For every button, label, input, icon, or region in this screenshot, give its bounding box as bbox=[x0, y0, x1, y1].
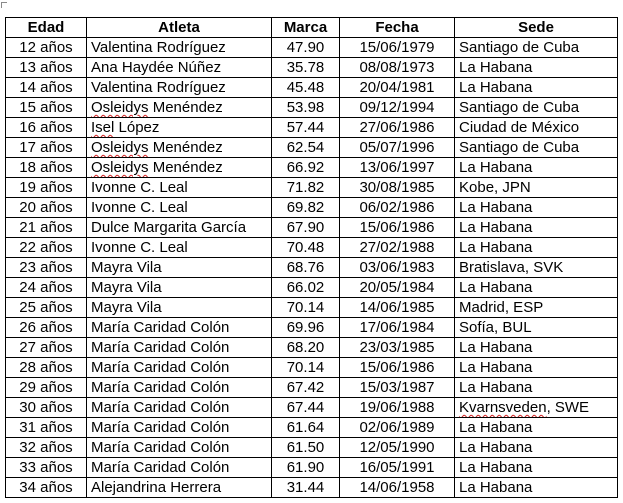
header-fecha[interactable]: Fecha bbox=[340, 18, 455, 38]
cell-marca[interactable]: 67.44 bbox=[272, 398, 340, 418]
cell-atleta[interactable]: Ana Haydée Núñez bbox=[87, 58, 272, 78]
table-row bbox=[6, 418, 618, 438]
cell-marca[interactable]: 69.82 bbox=[272, 198, 340, 218]
records-table bbox=[5, 17, 618, 498]
cell-marca[interactable]: 61.90 bbox=[272, 458, 340, 478]
cell-sede[interactable]: Santiago de Cuba bbox=[455, 98, 618, 118]
cell-atleta[interactable]: María Caridad Colón bbox=[87, 358, 272, 378]
table-row bbox=[6, 338, 618, 358]
table-row bbox=[6, 178, 618, 198]
table-row bbox=[6, 358, 618, 378]
cell-fecha[interactable]: 14/06/1985 bbox=[340, 298, 455, 318]
table-row bbox=[6, 218, 618, 238]
table-row bbox=[6, 318, 618, 338]
header-row bbox=[6, 18, 618, 38]
cell-fecha[interactable]: 13/06/1997 bbox=[340, 158, 455, 178]
cell-atleta[interactable]: Isel López bbox=[87, 118, 272, 138]
cell-fecha[interactable]: 02/06/1989 bbox=[340, 418, 455, 438]
cell-fecha[interactable]: 27/02/1988 bbox=[340, 238, 455, 258]
cell-sede[interactable]: La Habana bbox=[455, 58, 618, 78]
cell-edad[interactable]: 17 años bbox=[6, 138, 87, 158]
cell-sede[interactable]: La Habana bbox=[455, 438, 618, 458]
cell-marca[interactable]: 35.78 bbox=[272, 58, 340, 78]
table-row bbox=[6, 78, 618, 98]
cell-marca[interactable]: 68.20 bbox=[272, 338, 340, 358]
cell-marca[interactable]: 70.14 bbox=[272, 358, 340, 378]
cell-fecha[interactable]: 16/05/1991 bbox=[340, 458, 455, 478]
cell-fecha[interactable]: 15/03/1987 bbox=[340, 378, 455, 398]
cell-edad[interactable]: 18 años bbox=[6, 158, 87, 178]
cell-edad[interactable]: 20 años bbox=[6, 198, 87, 218]
cell-sede[interactable]: La Habana bbox=[455, 478, 618, 498]
cell-fecha[interactable]: 14/06/1958 bbox=[340, 478, 455, 498]
cell-atleta[interactable]: Mayra Vila bbox=[87, 258, 272, 278]
cell-atleta[interactable]: María Caridad Colón bbox=[87, 398, 272, 418]
cell-marca[interactable]: 68.76 bbox=[272, 258, 340, 278]
table-row bbox=[6, 398, 618, 418]
cell-fecha[interactable]: 08/08/1973 bbox=[340, 58, 455, 78]
header-atleta[interactable]: Atleta bbox=[87, 18, 272, 38]
table-row bbox=[6, 258, 618, 278]
table-row bbox=[6, 118, 618, 138]
table-row bbox=[6, 278, 618, 298]
cell-atleta[interactable]: Mayra Vila bbox=[87, 278, 272, 298]
cell-edad[interactable]: 16 años bbox=[6, 118, 87, 138]
cell-sede[interactable]: Kobe, JPN bbox=[455, 178, 618, 198]
cell-edad[interactable]: 32 años bbox=[6, 438, 87, 458]
cell-sede[interactable]: La Habana bbox=[455, 158, 618, 178]
table-row bbox=[6, 238, 618, 258]
table-row bbox=[6, 478, 618, 498]
cell-edad[interactable]: 27 años bbox=[6, 338, 87, 358]
cell-atleta[interactable]: Alejandrina Herrera bbox=[87, 478, 272, 498]
cell-sede[interactable]: La Habana bbox=[455, 278, 618, 298]
spellcheck-underline: Osleidys bbox=[91, 99, 149, 116]
cell-edad[interactable]: 19 años bbox=[6, 178, 87, 198]
cell-fecha[interactable]: 23/03/1985 bbox=[340, 338, 455, 358]
cell-marca[interactable]: 70.14 bbox=[272, 298, 340, 318]
table-row bbox=[6, 298, 618, 318]
table-row bbox=[6, 378, 618, 398]
cell-edad[interactable]: 14 años bbox=[6, 78, 87, 98]
cell-sede[interactable]: La Habana bbox=[455, 78, 618, 98]
cell-edad[interactable]: 22 años bbox=[6, 238, 87, 258]
cell-edad[interactable]: 30 años bbox=[6, 398, 87, 418]
cell-fecha[interactable]: 19/06/1988 bbox=[340, 398, 455, 418]
cell-fecha[interactable]: 30/08/1985 bbox=[340, 178, 455, 198]
cell-sede[interactable]: La Habana bbox=[455, 358, 618, 378]
header-edad[interactable]: Edad bbox=[6, 18, 87, 38]
cell-atleta[interactable]: Ivonne C. Leal bbox=[87, 238, 272, 258]
cell-marca[interactable]: 31.44 bbox=[272, 478, 340, 498]
table-row bbox=[6, 98, 618, 118]
cell-edad[interactable]: 25 años bbox=[6, 298, 87, 318]
table-row bbox=[6, 458, 618, 478]
cell-fecha[interactable]: 05/07/1996 bbox=[340, 138, 455, 158]
header-sede[interactable]: Sede bbox=[455, 18, 618, 38]
cell-edad[interactable]: 31 años bbox=[6, 418, 87, 438]
cell-fecha[interactable]: 06/02/1986 bbox=[340, 198, 455, 218]
table-row bbox=[6, 138, 618, 158]
cell-sede[interactable]: La Habana bbox=[455, 218, 618, 238]
cell-edad[interactable]: 26 años bbox=[6, 318, 87, 338]
cell-sede[interactable]: Bratislava, SVK bbox=[455, 258, 618, 278]
cell-sede[interactable]: Kvarnsveden, SWE bbox=[455, 398, 618, 418]
cell-fecha[interactable]: 09/12/1994 bbox=[340, 98, 455, 118]
cell-marca[interactable]: 67.90 bbox=[272, 218, 340, 238]
header-marca[interactable]: Marca bbox=[272, 18, 340, 38]
cell-edad[interactable]: 29 años bbox=[6, 378, 87, 398]
cell-sede[interactable]: La Habana bbox=[455, 378, 618, 398]
cell-marca[interactable]: 66.92 bbox=[272, 158, 340, 178]
cell-marca[interactable]: 53.98 bbox=[272, 98, 340, 118]
cell-fecha[interactable]: 15/06/1979 bbox=[340, 38, 455, 58]
cell-marca[interactable]: 57.44 bbox=[272, 118, 340, 138]
cell-marca[interactable]: 61.64 bbox=[272, 418, 340, 438]
cell-atleta[interactable]: Mayra Vila bbox=[87, 298, 272, 318]
cell-atleta[interactable]: Valentina Rodríguez bbox=[87, 78, 272, 98]
cell-atleta[interactable]: María Caridad Colón bbox=[87, 458, 272, 478]
cell-atleta[interactable]: Ivonne C. Leal bbox=[87, 198, 272, 218]
cell-marca[interactable]: 67.42 bbox=[272, 378, 340, 398]
cell-edad[interactable]: 23 años bbox=[6, 258, 87, 278]
cell-fecha[interactable]: 12/05/1990 bbox=[340, 438, 455, 458]
cell-fecha[interactable]: 15/06/1986 bbox=[340, 358, 455, 378]
spellcheck-underline: Osleidys bbox=[91, 139, 149, 156]
spellcheck-underline: Kvarnsveden bbox=[459, 399, 547, 416]
cell-sede[interactable]: Sofía, BUL bbox=[455, 318, 618, 338]
table-row bbox=[6, 158, 618, 178]
cell-atleta[interactable]: Dulce Margarita García bbox=[87, 218, 272, 238]
cell-atleta[interactable]: María Caridad Colón bbox=[87, 378, 272, 398]
cell-sede[interactable]: La Habana bbox=[455, 458, 618, 478]
cell-atleta[interactable]: Valentina Rodríguez bbox=[87, 38, 272, 58]
cell-edad[interactable]: 24 años bbox=[6, 278, 87, 298]
cell-sede[interactable]: La Habana bbox=[455, 238, 618, 258]
table-row bbox=[6, 198, 618, 218]
table-row bbox=[6, 58, 618, 78]
table-row bbox=[6, 438, 618, 458]
cell-sede[interactable]: Ciudad de México bbox=[455, 118, 618, 138]
table-row bbox=[6, 38, 618, 58]
cell-sede[interactable]: La Habana bbox=[455, 338, 618, 358]
cell-sede[interactable]: Santiago de Cuba bbox=[455, 38, 618, 58]
cell-fecha[interactable]: 15/06/1986 bbox=[340, 218, 455, 238]
cell-sede[interactable]: La Habana bbox=[455, 418, 618, 438]
cell-edad[interactable]: 33 años bbox=[6, 458, 87, 478]
cell-fecha[interactable]: 27/06/1986 bbox=[340, 118, 455, 138]
cell-fecha[interactable]: 20/04/1981 bbox=[340, 78, 455, 98]
cell-edad[interactable]: 28 años bbox=[6, 358, 87, 378]
cell-atleta[interactable]: Osleidys Menéndez bbox=[87, 138, 272, 158]
cell-sede[interactable]: La Habana bbox=[455, 198, 618, 218]
cell-edad[interactable]: 12 años bbox=[6, 38, 87, 58]
cell-sede[interactable]: Santiago de Cuba bbox=[455, 138, 618, 158]
cell-edad[interactable]: 21 años bbox=[6, 218, 87, 238]
cell-marca[interactable]: 69.96 bbox=[272, 318, 340, 338]
cell-atleta[interactable]: María Caridad Colón bbox=[87, 438, 272, 458]
cell-atleta[interactable]: Osleidys Menéndez bbox=[87, 158, 272, 178]
cell-edad[interactable]: 15 años bbox=[6, 98, 87, 118]
cell-marca[interactable]: 61.50 bbox=[272, 438, 340, 458]
cell-marca[interactable]: 45.48 bbox=[272, 78, 340, 98]
spellcheck-underline: Osleidys bbox=[91, 159, 149, 176]
cell-marca[interactable]: 62.54 bbox=[272, 138, 340, 158]
cell-sede[interactable]: Madrid, ESP bbox=[455, 298, 618, 318]
cell-edad[interactable]: 13 años bbox=[6, 58, 87, 78]
cell-marca[interactable]: 70.48 bbox=[272, 238, 340, 258]
cell-atleta[interactable]: María Caridad Colón bbox=[87, 318, 272, 338]
spellcheck-underline: Isel bbox=[91, 119, 115, 136]
cell-marca[interactable]: 71.82 bbox=[272, 178, 340, 198]
cell-atleta[interactable]: Ivonne C. Leal bbox=[87, 178, 272, 198]
cell-edad[interactable]: 34 años bbox=[6, 478, 87, 498]
cell-marca[interactable]: 47.90 bbox=[272, 38, 340, 58]
cell-fecha[interactable]: 20/05/1984 bbox=[340, 278, 455, 298]
cell-atleta[interactable]: María Caridad Colón bbox=[87, 338, 272, 358]
cell-atleta[interactable]: Osleidys Menéndez bbox=[87, 98, 272, 118]
table-move-handle[interactable] bbox=[1, 2, 7, 8]
cell-marca[interactable]: 66.02 bbox=[272, 278, 340, 298]
cell-fecha[interactable]: 17/06/1984 bbox=[340, 318, 455, 338]
cell-atleta[interactable]: María Caridad Colón bbox=[87, 418, 272, 438]
cell-fecha[interactable]: 03/06/1983 bbox=[340, 258, 455, 278]
